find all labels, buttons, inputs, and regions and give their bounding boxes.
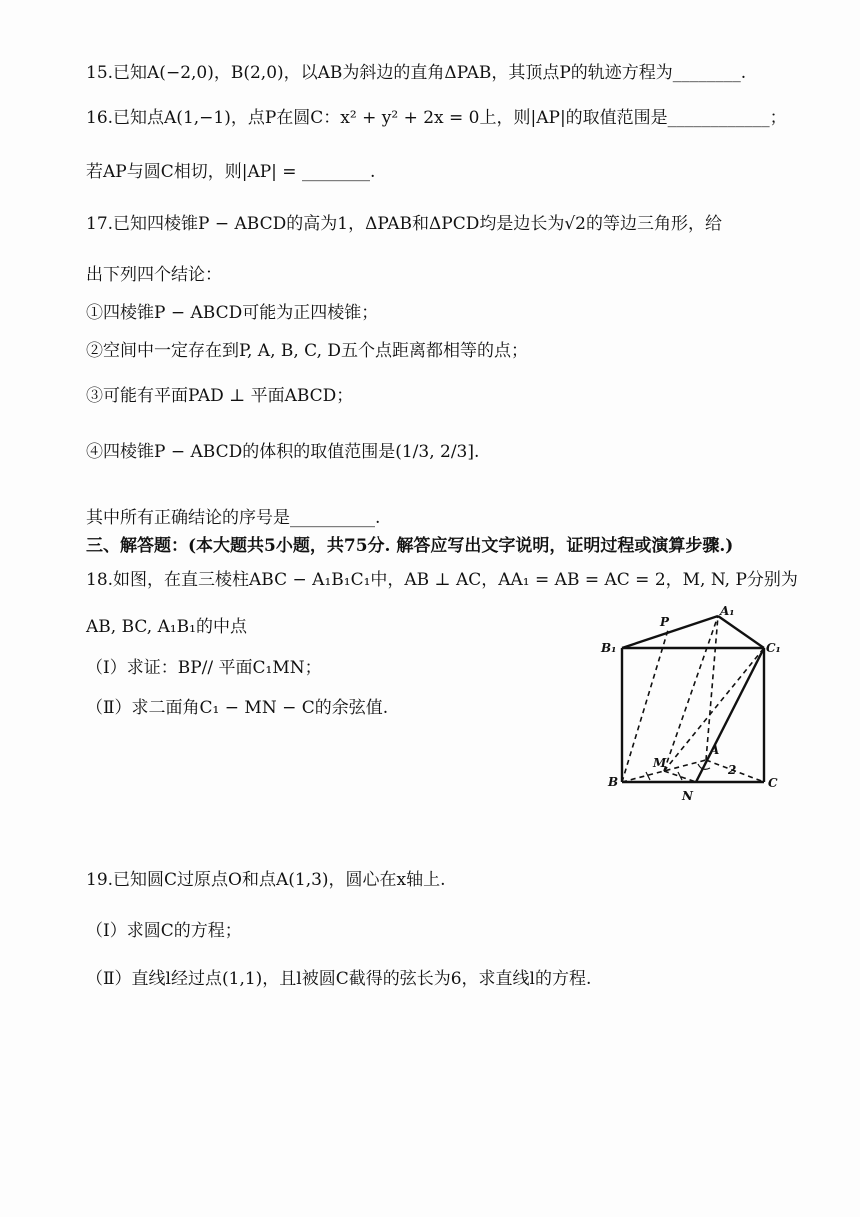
question-15: 15.已知A(−2,0)，B(2,0)，以AB为斜边的直角ΔPAB，其顶点P的轨迹方程为________. (86, 63, 747, 83)
label-m: M (653, 756, 667, 770)
question-18-part-2: （Ⅱ）求二面角C₁ − MN − C的余弦值. (86, 698, 389, 718)
edge-b1-a1 (622, 616, 718, 648)
question-19: 19.已知圆C过原点O和点A(1,3)，圆心在x轴上. (86, 870, 446, 890)
conclusion-4: ④四棱锥P − ABCD的体积的取值范围是(1/3, 2/3]. (86, 442, 480, 462)
solid-edges (622, 616, 764, 782)
conclusion-2: ②空间中一定存在到P, A, B, C, D五个点距离都相等的点； (86, 341, 529, 361)
conclusion-3: ③可能有平面PAD ⊥ 平面ABCD； (86, 386, 354, 406)
label-n: N (682, 789, 693, 802)
tick-mark-1 (646, 772, 650, 780)
label-c: C (768, 776, 778, 790)
question-16: 16.已知点A(1,−1)，点P在圆C：x² + y² + 2x = 0上，则|AP|的取值范围是____________； (86, 108, 787, 128)
question-17-blank: 其中所有正确结论的序号是__________. (86, 508, 381, 528)
question-17: 17.已知四棱锥P − ABCD的高为1，ΔPAB和ΔPCD均是边长为√2的等边三角形，给 (86, 214, 722, 234)
edge-c1-n (696, 648, 764, 782)
conclusion-1: ①四棱锥P − ABCD可能为正四棱锥； (86, 303, 379, 323)
label-a1: A₁ (720, 604, 735, 618)
prism-diagram (598, 602, 798, 802)
edge-a1-c1 (718, 616, 764, 648)
label-p: P (660, 615, 670, 629)
question-19-part-2: （Ⅱ）直线l经过点(1,1)，且l被圆C截得的弦长为6，求直线l的方程. (86, 969, 592, 989)
tick-mark-2 (678, 772, 682, 780)
label-b: B (608, 775, 619, 789)
question-19-part-1: （Ⅰ）求圆C的方程； (86, 921, 242, 941)
question-18: 18.如图，在直三棱柱ABC − A₁B₁C₁中，AB ⊥ AC，AA₁ = AB = AC = 2，M, N, P分别为 (86, 570, 798, 590)
label-b1: B₁ (601, 641, 617, 655)
label-a: A (710, 743, 720, 757)
prism-figure (598, 602, 798, 802)
question-18-continued: AB, BC, A₁B₁的中点 (86, 617, 247, 637)
edge-a-a1 (706, 616, 718, 760)
question-16-continued: 若AP与圆C相切，则|AP| = ________. (86, 162, 376, 182)
section-heading: 三、解答题：(本大题共5小题，共75分. 解答应写出文字说明，证明过程或演算步骤.) (86, 536, 734, 556)
label-2: 2 (728, 763, 737, 777)
question-17-continued: 出下列四个结论： (86, 265, 222, 285)
question-18-part-1: （Ⅰ）求证：BP// 平面C₁MN； (86, 658, 322, 678)
label-c1: C₁ (766, 641, 781, 655)
